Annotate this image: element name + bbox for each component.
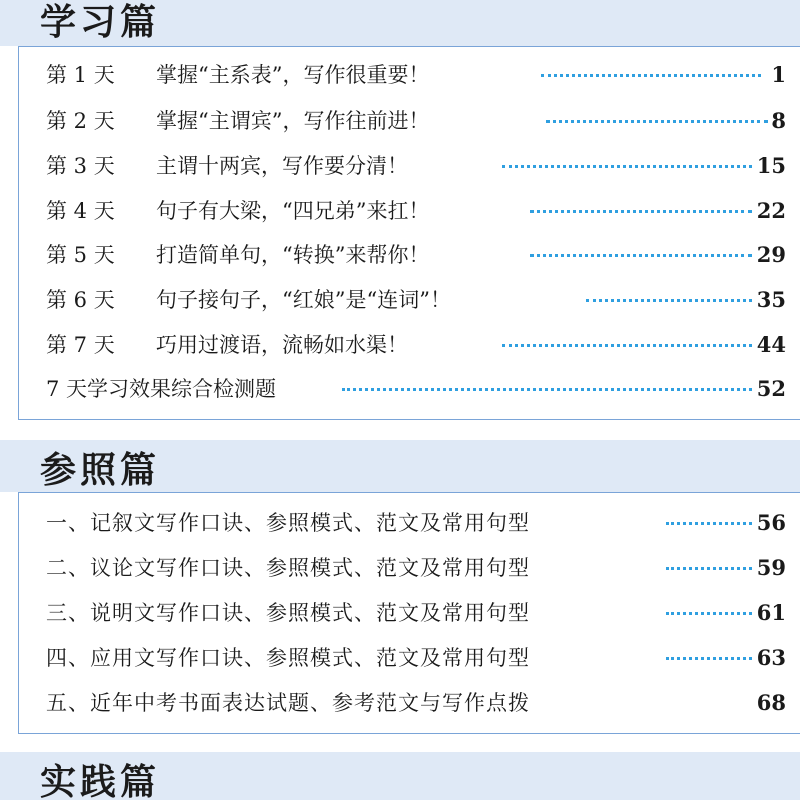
toc-row[interactable] [46, 330, 786, 360]
day-label: 第 6 天 [46, 288, 115, 312]
leader-dots [530, 254, 752, 257]
leader-dots [586, 299, 752, 302]
leader-dots [541, 74, 761, 77]
page-number: 63 [756, 645, 786, 670]
entry-title: 二、议论文写作口诀、参照模式、范文及常用句型 [46, 556, 530, 580]
toc-row[interactable] [46, 643, 786, 673]
day-label: 第 3 天 [46, 154, 115, 178]
day-label: 第 2 天 [46, 109, 115, 133]
toc-row[interactable] [46, 106, 786, 136]
page-number: 1 [771, 62, 786, 87]
page-number: 61 [756, 600, 786, 625]
toc-row[interactable] [46, 151, 786, 181]
toc-row[interactable] [46, 285, 786, 315]
leader-dots [666, 612, 752, 615]
leader-dots [546, 120, 768, 123]
day-label: 第 4 天 [46, 199, 115, 223]
section-title-learning: 学习篇 [40, 2, 161, 43]
leader-dots [666, 522, 752, 525]
toc-row[interactable] [46, 598, 786, 628]
entry-title: 打造简单句，“转换”来帮你！ [156, 243, 430, 267]
page-number: 8 [771, 108, 786, 133]
entry-title: 四、应用文写作口诀、参照模式、范文及常用句型 [46, 646, 530, 670]
entry-title: 句子接句子，“红娘”是“连词”！ [156, 288, 451, 312]
page-number: 68 [756, 690, 786, 715]
toc-row[interactable] [46, 508, 786, 538]
leader-dots [502, 344, 752, 347]
section-header-reference [0, 440, 800, 492]
section-title-reference: 参照篇 [40, 450, 161, 491]
day-label: 第 5 天 [46, 243, 115, 267]
leader-dots [666, 657, 752, 660]
toc-row[interactable] [46, 60, 786, 90]
section-title-practice: 实践篇 [40, 762, 161, 803]
section-header-learning [0, 0, 800, 46]
entry-title: 主谓十两宾，写作要分清！ [156, 154, 408, 178]
toc-row[interactable] [46, 196, 786, 226]
entry-title: 巧用过渡语，流畅如水渠！ [156, 333, 408, 357]
leader-dots [342, 388, 752, 391]
section-header-practice [0, 752, 800, 803]
section-box-learning [18, 46, 800, 420]
page-number: 59 [756, 555, 786, 580]
day-label: 第 1 天 [46, 63, 115, 87]
leader-dots [530, 210, 752, 213]
toc-row[interactable] [46, 688, 786, 718]
page-number: 15 [756, 153, 786, 178]
entry-title: 掌握“主谓宾”，写作往前进！ [156, 109, 430, 133]
entry-title: 句子有大梁，“四兄弟”来扛！ [156, 199, 430, 223]
leader-dots [666, 567, 752, 570]
toc-row[interactable] [46, 240, 786, 270]
entry-title: 一、记叙文写作口诀、参照模式、范文及常用句型 [46, 511, 530, 535]
page-number: 22 [756, 198, 786, 223]
page-number: 56 [756, 510, 786, 535]
entry-title: 掌握“主系表”，写作很重要！ [156, 63, 430, 87]
day-label: 第 7 天 [46, 333, 115, 357]
page-number: 44 [756, 332, 786, 357]
toc-row-summary[interactable] [46, 374, 786, 404]
entry-title: 五、近年中考书面表达试题、参考范文与写作点拨 [46, 691, 530, 715]
page-number: 52 [756, 376, 786, 401]
toc-row[interactable] [46, 553, 786, 583]
entry-title: 三、说明文写作口诀、参照模式、范文及常用句型 [46, 601, 530, 625]
page-number: 35 [756, 287, 786, 312]
page-number: 29 [756, 242, 786, 267]
leader-dots [502, 165, 752, 168]
entry-title: 7 天学习效果综合检测题 [46, 377, 277, 401]
